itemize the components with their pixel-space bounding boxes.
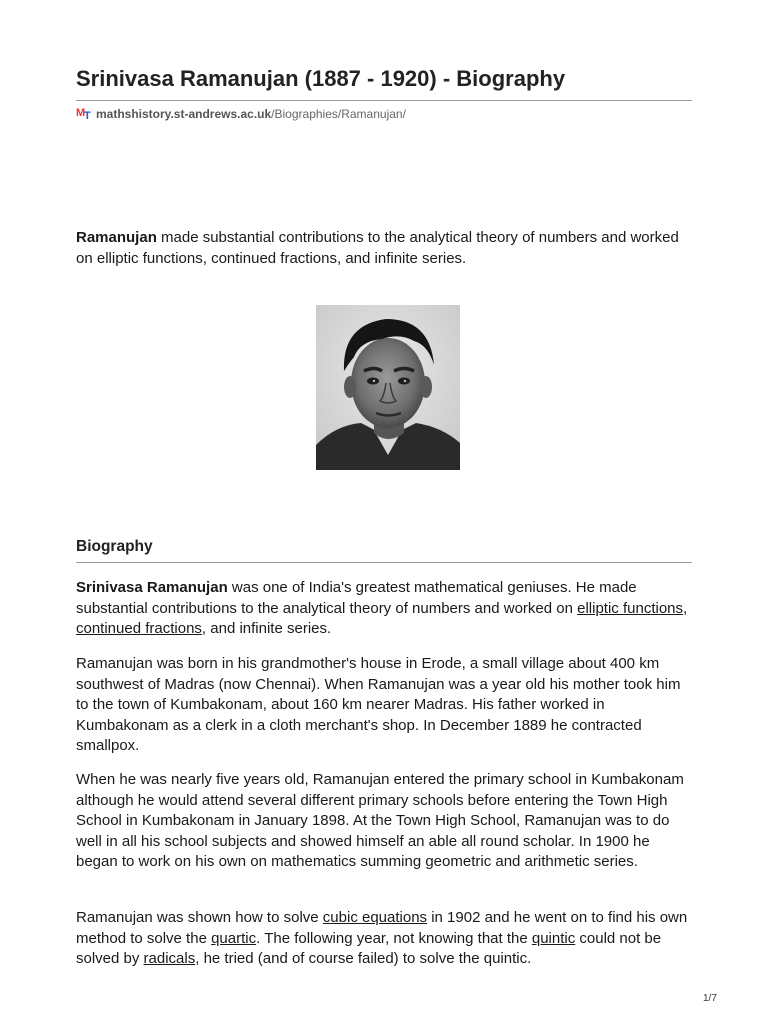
link-elliptic-functions[interactable]: elliptic functions <box>577 599 684 617</box>
intro-name: Ramanujan <box>76 229 157 246</box>
intro-paragraph: Ramanujan made substantial contributions to the analytical theory of numbers and worked on elliptic functions, continued fractions, and infinite series. <box>76 229 679 267</box>
source-host[interactable]: mathshistory.st-andrews.ac.uk <box>96 107 272 121</box>
page-title: Srinivasa Ramanujan (1887 - 1920) - Biography <box>76 66 692 101</box>
link-cubic-equations[interactable]: cubic equations <box>322 909 428 926</box>
page-number: 1/7 <box>703 993 717 1004</box>
biography-paragraph-2: Ramanujan was born in his grandmother's house in Erode, a small village about 400 km southwest of Madras (now Chennai). When Ramanujan was a year old his mother took him to the town of Kumbakonam, about 160 km nearer Madras. His father worked in Kumbakonam as a clerk in a cloth merchant's shop. In December 1889 he contracted smallpox. <box>76 655 681 754</box>
link-continued-fractions[interactable]: continued fractions <box>76 620 202 637</box>
mactutor-logo-icon: M T <box>76 107 91 122</box>
biography-paragraph-3: When he was nearly five years old, Ramanujan entered the primary school in Kumbakonam although he would attend several different primary schools before entering the Town High School in Kumbakonam in January 1898. At the Town High School, Ramanujan was to do well in all his school subjects and showed himself an able all round scholar. In 1900 he began to work on his own on mathematics summing geometric and arithmetic series. <box>76 771 684 870</box>
link-radicals[interactable]: radicals <box>143 950 196 967</box>
subject-name: Srinivasa Ramanujan <box>76 579 228 596</box>
biography-paragraph-1: Srinivasa Ramanujan was one of India's greatest mathematical geniuses. He made substantial contributions to the analytical theory of numbers and worked on elliptic functions, continued fractions, and infinite series. <box>76 579 688 637</box>
ramanujan-portrait <box>316 305 460 470</box>
link-quartic[interactable]: quartic <box>211 929 257 947</box>
source-path[interactable]: /Biographies/Ramanujan/ <box>271 107 406 121</box>
source-url[interactable] <box>76 107 406 121</box>
biography-paragraph-4: Ramanujan was shown how to solve cubic equations in 1902 and he went on to find his own method to solve the quartic. The following year, not knowing that the quintic could not be solved by radicals, he tried (and of course failed) to solve the quintic. <box>76 909 688 967</box>
section-heading-biography: Biography <box>76 538 692 563</box>
link-quintic[interactable]: quintic <box>531 929 576 947</box>
